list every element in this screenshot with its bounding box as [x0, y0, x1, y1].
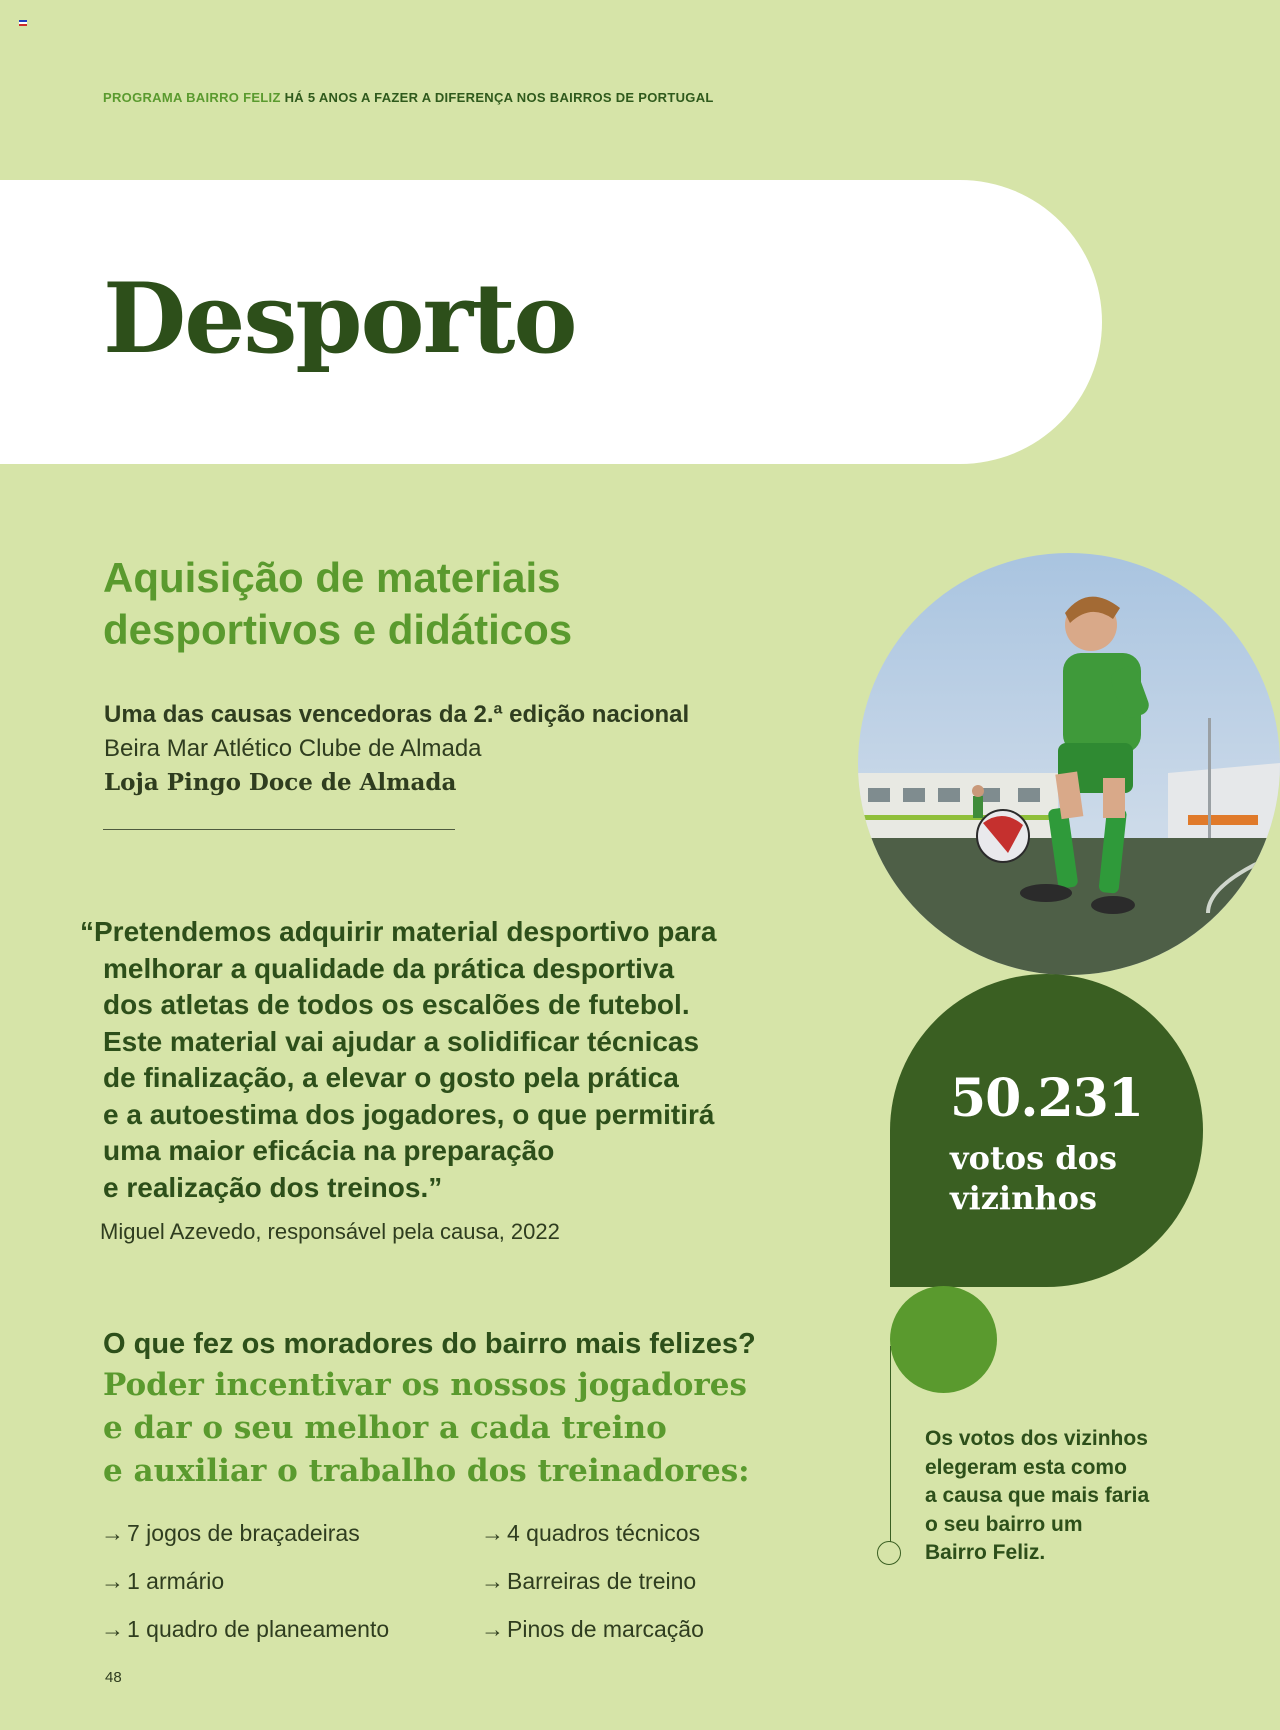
arrow-right-icon: → [481, 1568, 504, 1594]
list-item: → 1 armário [101, 1568, 225, 1594]
votes-label: votos dos vizinhos [950, 1139, 1117, 1217]
page-title: Desporto [103, 262, 576, 375]
votes-count: 50.231 [950, 1068, 1144, 1129]
answer-line: e dar o seu melhor a cada treino [103, 1410, 667, 1446]
quote-line: uma maior eficácia na preparação [103, 1135, 555, 1166]
arrow-right-icon: → [101, 1616, 124, 1642]
list-item: → 7 jogos de braçadeiras [101, 1520, 360, 1546]
connector-ring [877, 1541, 901, 1565]
list-item: → Pinos de marcação [481, 1616, 704, 1642]
arrow-right-icon: → [481, 1520, 504, 1546]
quote-line: e realização dos treinos.” [103, 1171, 443, 1203]
quote-line: de finalização, a elevar o gosto pela prática [103, 1062, 679, 1093]
cause-edition: Uma das causas vencedoras da 2.ª edição nacional [104, 701, 690, 728]
page-number: 48 [105, 1669, 122, 1686]
question-heading: O que fez os moradores do bairro mais felizes? [103, 1328, 756, 1360]
answer-line: Poder incentivar os nossos jogadores [103, 1367, 747, 1403]
quote-line: “Pretendemos adquirir material desportivo para [80, 916, 717, 947]
quote-author: Miguel Azevedo, responsável pela causa, 2022 [100, 1219, 560, 1244]
arrow-right-icon: → [101, 1520, 124, 1546]
answer-text [103, 1364, 750, 1493]
votes-badge [890, 974, 1203, 1287]
side-note: Os votos dos vizinhos elegeram esta como a causa que mais faria o seu bairro um Bairro Feliz. [925, 1427, 1150, 1565]
cause-store: Loja Pingo Doce de Almada [104, 769, 457, 796]
cause-entity: Beira Mar Atlético Clube de Almada [104, 735, 482, 762]
list-item: → 1 quadro de planeamento [101, 1616, 390, 1642]
flag-icon [19, 20, 27, 26]
section-subtitle [103, 552, 572, 656]
quote-block [80, 914, 716, 1206]
list-item: → Barreiras de treino [481, 1568, 697, 1594]
quote-line: Este material vai ajudar a solidificar técnicas [103, 1025, 700, 1057]
decorative-circle [890, 1286, 997, 1393]
football-player-photo [858, 553, 1280, 975]
quote-line: dos atletas de todos os escalões de futebol. [103, 989, 690, 1020]
subtitle-line: Aquisição de materiais [103, 554, 561, 601]
answer-line: e auxiliar o trabalho dos treinadores: [103, 1453, 750, 1489]
quote-line: e a autoestima dos jogadores, o que permitirá [103, 1098, 715, 1130]
header-rest: HÁ 5 ANOS A FAZER A DIFERENÇA NOS BAIRROS DE PORTUGAL [280, 90, 714, 105]
connector-line [890, 1346, 891, 1542]
arrow-right-icon: → [101, 1568, 124, 1594]
header-highlight: PROGRAMA BAIRRO FELIZ [103, 90, 281, 105]
header-line [103, 90, 714, 105]
subtitle-line: desportivos e didáticos [103, 606, 573, 653]
divider [103, 829, 455, 830]
arrow-right-icon: → [481, 1616, 504, 1642]
quote-line: melhorar a qualidade da prática desportiva [103, 952, 675, 984]
cause-info [104, 698, 689, 800]
list-item: → 4 quadros técnicos [481, 1520, 701, 1546]
